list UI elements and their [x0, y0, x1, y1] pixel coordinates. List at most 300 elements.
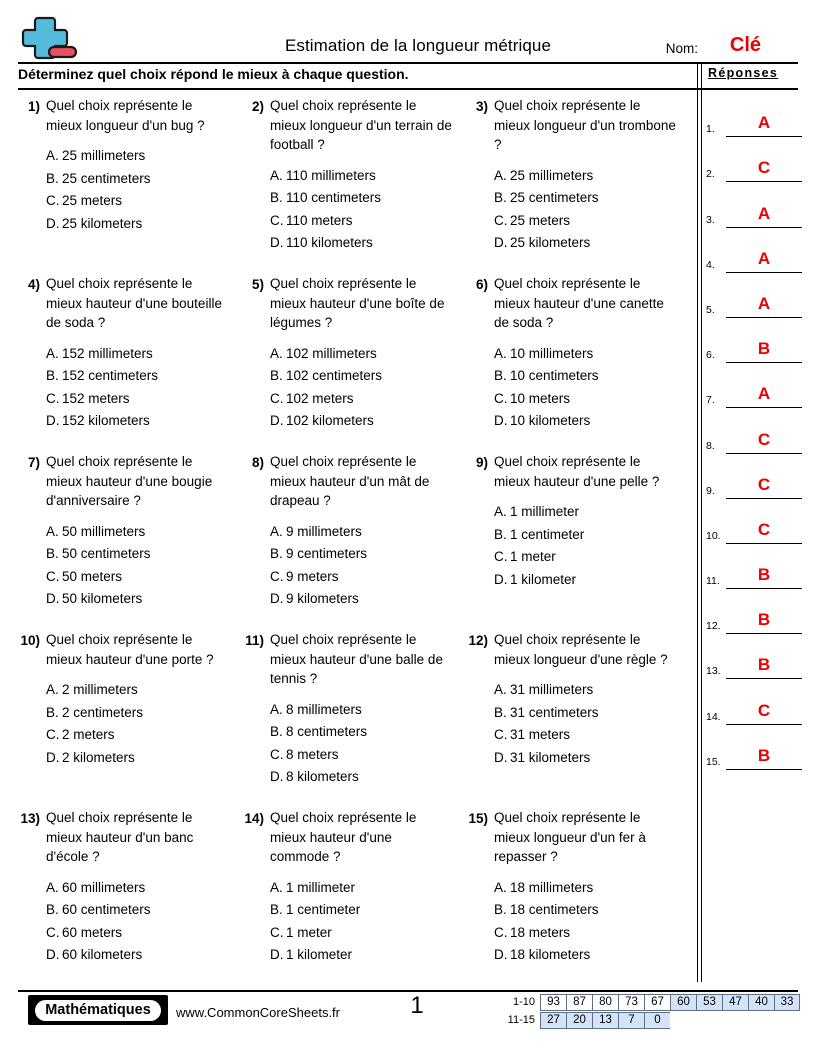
question-item	[18, 808, 242, 978]
choice-option[interactable]	[270, 699, 456, 722]
choice-list	[270, 521, 456, 611]
choice-option[interactable]	[494, 679, 680, 702]
choice-label: C.	[46, 390, 60, 406]
choice-list	[270, 343, 456, 433]
question-number: 8)	[251, 455, 264, 470]
choice-option[interactable]	[46, 190, 232, 213]
choice-option[interactable]	[270, 410, 456, 433]
answer-row	[706, 318, 802, 363]
answer-index: 1.	[706, 123, 715, 136]
answer-index: 4.	[706, 258, 715, 271]
score-cell: 13	[592, 1012, 618, 1029]
choice-label: B.	[270, 190, 283, 205]
question-text: Quel choix représente le mieux longueur d'un trombone ?	[494, 98, 676, 152]
choice-text: 50 meters	[62, 568, 123, 584]
score-cell: 67	[644, 994, 670, 1011]
question-number: 4)	[27, 277, 40, 292]
choice-text: 50 millimeters	[62, 523, 146, 539]
choice-option[interactable]	[46, 899, 232, 922]
choice-label: C.	[270, 212, 284, 228]
score-row	[496, 994, 800, 1011]
answer-value: C	[757, 429, 771, 449]
choice-text: 25 millimeters	[62, 148, 146, 163]
question-number: 5)	[251, 277, 264, 292]
choice-label: C.	[46, 727, 60, 742]
question-number: 12)	[468, 633, 488, 648]
answer-index: 8.	[706, 439, 715, 452]
choice-text: 31 centimeters	[510, 704, 599, 720]
answer-blank[interactable]	[726, 202, 802, 228]
choice-label: A.	[46, 682, 59, 697]
choice-label: C.	[270, 568, 284, 584]
choice-label: A.	[494, 345, 507, 361]
choice-option[interactable]	[270, 543, 456, 566]
answer-row	[706, 725, 802, 770]
score-cell: 87	[566, 994, 592, 1011]
choice-text: 110 meters	[286, 212, 353, 228]
score-row	[496, 1012, 800, 1029]
answer-blank[interactable]	[726, 473, 802, 499]
choice-text: 25 kilometers	[510, 235, 591, 250]
answer-blank[interactable]	[726, 744, 802, 770]
question-row	[18, 452, 690, 630]
score-cell: 40	[748, 994, 774, 1011]
choice-list	[46, 145, 232, 235]
choice-option[interactable]	[270, 343, 456, 366]
answer-blank[interactable]	[726, 608, 802, 634]
choice-text: 8 millimeters	[286, 701, 362, 717]
score-cell-group	[540, 1012, 800, 1029]
choice-option[interactable]	[494, 388, 680, 411]
choice-option[interactable]	[494, 702, 680, 725]
choice-option[interactable]	[46, 521, 232, 544]
choice-option[interactable]	[270, 521, 456, 544]
name-value: Clé	[729, 34, 761, 56]
question-text: Quel choix représente le mieux longueur d'un terrain de football ?	[270, 98, 452, 152]
choice-list	[494, 343, 680, 433]
choice-label: D.	[270, 591, 284, 606]
score-cell: 0	[644, 1012, 670, 1029]
score-cell: 27	[540, 1012, 566, 1029]
choice-label: A.	[46, 523, 59, 539]
score-cell: 80	[592, 994, 618, 1011]
choice-option[interactable]	[46, 145, 232, 168]
choice-list	[494, 501, 680, 591]
choice-label: B.	[270, 902, 283, 917]
answer-index: 7.	[706, 394, 715, 407]
choice-list	[46, 343, 232, 433]
choice-label: A.	[494, 879, 507, 895]
choice-option[interactable]	[46, 724, 232, 747]
question-number: 7)	[27, 455, 40, 470]
choice-option[interactable]	[270, 365, 456, 388]
choice-text: 18 meters	[510, 924, 571, 940]
answer-blank[interactable]	[726, 156, 802, 182]
question-number: 11)	[245, 633, 264, 648]
choice-text: 25 kilometers	[62, 215, 143, 231]
question-text: Quel choix représente le mieux hauteur d'une canette de soda ?	[494, 276, 664, 330]
choice-label: B.	[270, 368, 283, 383]
choice-text: 60 kilometers	[62, 947, 143, 962]
score-cell: 7	[618, 1012, 644, 1029]
choice-option[interactable]	[494, 569, 680, 592]
choice-text: 8 kilometers	[286, 769, 359, 784]
choice-text: 2 centimeters	[62, 704, 144, 720]
question-number: 3)	[475, 99, 488, 114]
score-cell: 60	[670, 994, 696, 1011]
choice-option[interactable]	[494, 210, 680, 233]
answer-index: 5.	[706, 303, 715, 316]
choice-option[interactable]	[270, 187, 456, 210]
choice-list	[270, 699, 456, 789]
choice-list	[46, 679, 232, 769]
answer-value: B	[757, 655, 771, 675]
choice-label: B.	[46, 170, 59, 186]
answer-value: C	[757, 158, 771, 178]
question-row	[18, 274, 690, 452]
choice-label: A.	[494, 167, 507, 183]
choice-label: B.	[270, 724, 283, 739]
choice-label: A.	[494, 504, 507, 519]
choice-option[interactable]	[270, 944, 456, 967]
choice-label: A.	[270, 879, 283, 895]
question-text: Quel choix représente le mieux hauteur d'une pelle ?	[494, 454, 660, 489]
score-cell-group	[540, 994, 800, 1011]
choice-list	[494, 679, 680, 769]
choice-text: 110 centimeters	[286, 190, 382, 205]
choice-label: D.	[46, 215, 60, 231]
question-number: 13)	[20, 811, 40, 826]
choice-label: B.	[494, 368, 507, 383]
score-cell-empty	[696, 1012, 722, 1029]
score-table	[496, 994, 800, 1030]
answer-row	[706, 137, 802, 182]
choice-option[interactable]	[46, 213, 232, 236]
choice-option[interactable]	[494, 922, 680, 945]
choice-text: 152 kilometers	[62, 413, 150, 428]
question-item	[18, 274, 242, 452]
choice-option[interactable]	[494, 524, 680, 547]
answer-value: B	[757, 610, 771, 630]
choice-option[interactable]	[270, 566, 456, 589]
question-number: 1)	[27, 99, 40, 114]
choice-label: B.	[46, 546, 59, 561]
answer-value: B	[757, 339, 771, 359]
choice-text: 2 millimeters	[62, 682, 138, 697]
choice-label: C.	[494, 390, 508, 406]
choice-text: 18 kilometers	[510, 947, 591, 962]
choice-option[interactable]	[270, 232, 456, 255]
question-number: 2)	[251, 99, 264, 114]
question-text: Quel choix représente le mieux hauteur d'un banc d'école ?	[46, 810, 194, 864]
choice-label: A.	[494, 682, 507, 697]
choice-text: 1 centimeter	[510, 526, 585, 542]
choice-option[interactable]	[46, 679, 232, 702]
question-number: 9)	[475, 455, 488, 470]
choice-text: 2 kilometers	[62, 749, 135, 765]
choice-text: 110 millimeters	[286, 167, 376, 183]
choice-label: D.	[494, 947, 508, 962]
choice-text: 10 meters	[510, 390, 571, 406]
choice-option[interactable]	[46, 365, 232, 388]
choice-option[interactable]	[494, 187, 680, 210]
answer-value: A	[757, 203, 771, 223]
answer-blank[interactable]	[726, 653, 802, 679]
answer-blank[interactable]	[726, 111, 802, 137]
answer-row	[706, 273, 802, 318]
answer-blank[interactable]	[726, 518, 802, 544]
choice-option[interactable]	[494, 343, 680, 366]
answer-value: C	[757, 474, 771, 494]
page-title: Estimation de la longueur métrique	[284, 36, 552, 55]
question-item	[242, 274, 466, 452]
choice-text: 102 centimeters	[286, 368, 383, 383]
choice-option[interactable]	[270, 388, 456, 411]
question-item	[242, 808, 466, 978]
choice-option[interactable]	[270, 721, 456, 744]
question-text: Quel choix représente le mieux hauteur d'une balle de tennis ?	[270, 632, 443, 686]
choice-list	[494, 165, 680, 255]
score-cell-empty	[722, 1012, 748, 1029]
question-number: 15)	[468, 811, 488, 826]
answer-blank[interactable]	[726, 428, 802, 454]
answer-index: 10.	[706, 529, 721, 542]
choice-option[interactable]	[494, 501, 680, 524]
choice-option[interactable]	[46, 566, 232, 589]
choice-option[interactable]	[46, 588, 232, 611]
choice-text: 9 kilometers	[286, 591, 359, 606]
choice-text: 50 centimeters	[62, 546, 151, 561]
answer-value: A	[757, 113, 771, 133]
choice-text: 18 millimeters	[510, 879, 594, 895]
question-row	[18, 808, 690, 978]
choice-text: 8 meters	[286, 746, 339, 762]
choice-option[interactable]	[494, 410, 680, 433]
choice-label: D.	[270, 769, 284, 784]
answer-index: 6.	[706, 349, 715, 362]
choice-text: 1 millimeter	[286, 879, 356, 895]
choice-label: B.	[46, 368, 59, 383]
choice-label: A.	[270, 345, 283, 361]
answer-index: 15.	[706, 755, 721, 768]
question-item	[466, 452, 690, 630]
answers-column-divider	[697, 64, 702, 982]
choice-text: 102 meters	[286, 390, 354, 406]
choice-option[interactable]	[270, 899, 456, 922]
choice-label: D.	[494, 571, 508, 587]
answer-value: C	[757, 700, 771, 720]
choice-option[interactable]	[494, 944, 680, 967]
answers-panel	[706, 66, 802, 770]
answer-index: 13.	[706, 665, 721, 678]
question-item	[242, 630, 466, 808]
choice-label: D.	[494, 235, 508, 250]
choice-text: 25 meters	[62, 193, 123, 208]
choice-option[interactable]	[46, 543, 232, 566]
score-cell: 47	[722, 994, 748, 1011]
score-cell: 33	[774, 994, 800, 1011]
choice-option[interactable]	[46, 410, 232, 433]
question-text: Quel choix représente le mieux hauteur d'une bougie d'anniversaire ?	[46, 454, 213, 508]
choice-label: D.	[494, 749, 508, 765]
choice-option[interactable]	[46, 168, 232, 191]
choice-list	[46, 877, 232, 967]
choice-text: 9 meters	[286, 568, 339, 584]
score-cell: 20	[566, 1012, 592, 1029]
score-cell: 73	[618, 994, 644, 1011]
answer-blank[interactable]	[726, 292, 802, 318]
choice-label: D.	[46, 947, 60, 962]
choice-label: C.	[270, 746, 284, 762]
answer-index: 3.	[706, 213, 715, 226]
choice-text: 110 kilometers	[286, 235, 373, 250]
answer-value: B	[757, 745, 771, 765]
question-item	[466, 274, 690, 452]
question-number: 10)	[20, 633, 40, 648]
choice-option[interactable]	[494, 546, 680, 569]
choice-label: D.	[270, 947, 284, 962]
score-cell: 53	[696, 994, 722, 1011]
choice-option[interactable]	[270, 165, 456, 188]
choice-label: D.	[46, 591, 60, 606]
question-text: Quel choix représente le mieux hauteur d'un mât de drapeau ?	[270, 454, 430, 508]
answer-row	[706, 454, 802, 499]
answer-value: C	[757, 519, 771, 539]
answer-value: B	[757, 565, 771, 585]
choice-option[interactable]	[494, 877, 680, 900]
choice-text: 152 millimeters	[62, 345, 153, 361]
choice-option[interactable]	[494, 232, 680, 255]
question-text: Quel choix représente le mieux longueur d'un fer à repasser ?	[494, 810, 646, 864]
choice-label: C.	[270, 390, 284, 406]
choice-label: A.	[270, 167, 283, 183]
choice-option[interactable]	[270, 766, 456, 789]
choice-option[interactable]	[46, 343, 232, 366]
question-item	[242, 452, 466, 630]
choice-option[interactable]	[46, 747, 232, 770]
choice-label: B.	[494, 902, 507, 917]
choice-option[interactable]	[494, 365, 680, 388]
score-row-label: 1-10	[512, 996, 535, 1008]
choice-option[interactable]	[46, 922, 232, 945]
answer-blank[interactable]	[726, 247, 802, 273]
choice-label: A.	[270, 701, 283, 717]
answer-index: 2.	[706, 168, 715, 181]
choice-label: D.	[270, 413, 284, 428]
subject-badge-label: Mathématiques	[35, 1000, 161, 1021]
choice-option[interactable]	[494, 165, 680, 188]
choice-option[interactable]	[494, 899, 680, 922]
choice-text: 31 millimeters	[510, 682, 594, 697]
choice-list	[270, 165, 456, 255]
choice-label: B.	[494, 190, 507, 205]
choice-text: 10 kilometers	[510, 413, 591, 428]
answer-row	[706, 228, 802, 273]
choice-label: B.	[270, 546, 283, 561]
question-item	[18, 96, 242, 274]
score-cell: 93	[540, 994, 566, 1011]
question-row	[18, 96, 690, 274]
answer-blank[interactable]	[726, 337, 802, 363]
score-row-label: 11-15	[507, 1014, 535, 1026]
question-item	[18, 452, 242, 630]
answer-row	[706, 589, 802, 634]
choice-label: D.	[46, 749, 60, 765]
question-number: 6)	[475, 277, 488, 292]
choice-text: 18 centimeters	[510, 902, 599, 917]
choice-list	[270, 877, 456, 967]
question-text: Quel choix représente le mieux hauteur d'une commode ?	[270, 810, 417, 864]
choice-option[interactable]	[46, 944, 232, 967]
choice-label: A.	[46, 345, 59, 361]
choice-text: 60 centimeters	[62, 902, 151, 917]
answer-blank[interactable]	[726, 382, 802, 408]
choice-option[interactable]	[270, 744, 456, 767]
answer-blank[interactable]	[726, 699, 802, 725]
choice-text: 1 kilometer	[286, 947, 353, 962]
score-cell-empty	[748, 1012, 774, 1029]
choice-option[interactable]	[494, 724, 680, 747]
choice-option[interactable]	[270, 877, 456, 900]
instruction-text: Déterminez quel choix répond le mieux à chaque question.	[18, 66, 409, 82]
choice-label: B.	[494, 704, 507, 720]
choice-option[interactable]	[270, 588, 456, 611]
choice-option[interactable]	[46, 702, 232, 725]
choice-text: 10 centimeters	[510, 368, 599, 383]
choice-option[interactable]	[494, 747, 680, 770]
question-text: Quel choix représente le mieux longueur d'une règle ?	[494, 632, 668, 667]
choice-label: C.	[494, 924, 508, 940]
choice-label: A.	[46, 148, 59, 163]
choice-label: B.	[494, 526, 507, 542]
choice-option[interactable]	[46, 388, 232, 411]
choice-text: 102 millimeters	[286, 345, 377, 361]
choice-label: C.	[494, 549, 508, 564]
question-item	[18, 630, 242, 808]
choice-label: C.	[494, 212, 508, 228]
answer-row	[706, 679, 802, 724]
answer-row	[706, 544, 802, 589]
questions-grid	[18, 96, 690, 978]
choice-label: C.	[46, 568, 60, 584]
choice-option[interactable]	[270, 210, 456, 233]
answer-value: A	[757, 384, 771, 404]
choice-text: 31 meters	[510, 727, 571, 742]
choice-label: D.	[46, 413, 60, 428]
question-text: Quel choix représente le mieux hauteur d'une boîte de légumes ?	[270, 276, 445, 330]
choice-label: C.	[46, 193, 60, 208]
choice-option[interactable]	[270, 922, 456, 945]
question-item	[242, 96, 466, 274]
choice-label: D.	[494, 413, 508, 428]
choice-label: C.	[270, 924, 284, 940]
question-row	[18, 630, 690, 808]
choice-label: D.	[270, 235, 284, 250]
choice-option[interactable]	[46, 877, 232, 900]
choice-label: A.	[46, 879, 59, 895]
answer-blank[interactable]	[726, 563, 802, 589]
answers-title: Réponses	[708, 66, 779, 80]
choice-text: 31 kilometers	[510, 749, 591, 765]
choice-text: 1 meter	[286, 924, 332, 940]
answer-row	[706, 363, 802, 408]
question-text: Quel choix représente le mieux longueur d'un bug ?	[46, 98, 205, 133]
choice-text: 25 millimeters	[510, 167, 594, 183]
choice-text: 9 centimeters	[286, 546, 368, 561]
question-item	[466, 630, 690, 808]
answer-index: 9.	[706, 484, 715, 497]
answer-row	[706, 92, 802, 137]
